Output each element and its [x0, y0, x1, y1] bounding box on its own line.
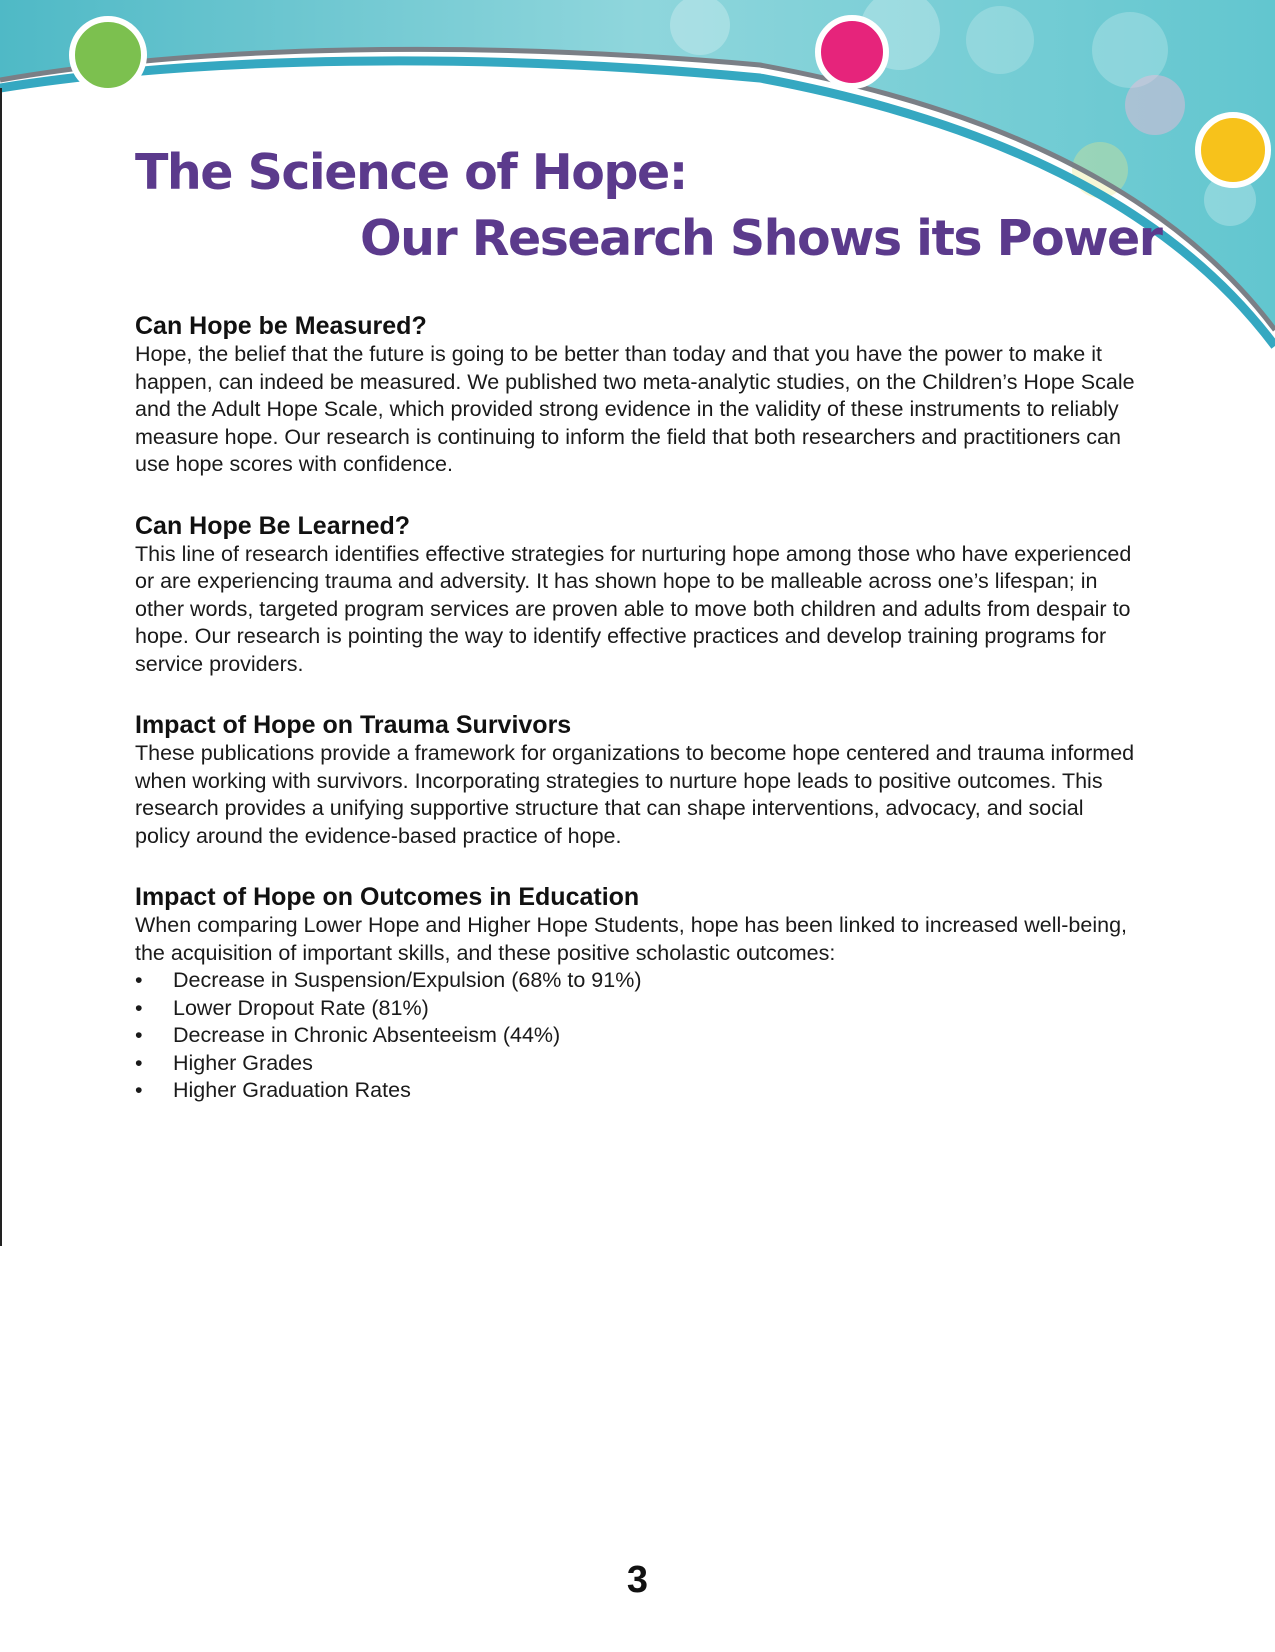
- section-heading: Impact of Hope on Trauma Survivors: [135, 711, 572, 739]
- section-hope-learned: [135, 511, 1135, 679]
- section-body: These publications provide a framework for organizations to become hope centered and trauma informed when working with survivors. Incorporating strategies to nurture hope leads to positive outcomes. This research provides a unifying supportive structure that can shape interventions, advocacy, and social policy around the evidence-based practice of hope.: [135, 741, 1135, 848]
- outcomes-list: [135, 967, 1135, 1105]
- section-body: Hope, the belief that the future is going to be better than today and that you have the power to make it happen, can indeed be measured. We published two meta-analytic studies, on the Children’s Hope Scale and the Adult Hope Scale, which provided strong evidence in the validity of these instruments to reliably measure hope. Our research is continuing to inform the field that both researchers and practitioners can use hope scores with confidence.: [135, 342, 1135, 476]
- bullet-icon: •: [135, 1050, 143, 1075]
- section-trauma-survivors: [135, 710, 1135, 850]
- bullet-icon: •: [135, 995, 143, 1020]
- section-heading: Can Hope be Measured?: [135, 312, 427, 340]
- list-item-text: Decrease in Chronic Absenteeism (44%): [173, 1023, 561, 1047]
- main-content: [135, 311, 1135, 1137]
- list-item-text: Decrease in Suspension/Expulsion (68% to 91%): [173, 968, 642, 992]
- section-education-outcomes: [135, 882, 1135, 1105]
- section-hope-measured: [135, 311, 1135, 479]
- section-body: When comparing Lower Hope and Higher Hope Students, hope has been linked to increased well-being, the acquisition of important skills, and these positive scholastic outcomes:: [135, 913, 1128, 965]
- section-heading: Impact of Hope on Outcomes in Education: [135, 883, 640, 911]
- bullet-icon: •: [135, 1078, 143, 1102]
- bullet-icon: •: [135, 968, 143, 992]
- list-item-text: Higher Graduation Rates: [173, 1078, 411, 1102]
- left-margin-rule: [0, 88, 2, 1246]
- list-item-text: Higher Grades: [173, 1050, 313, 1075]
- page-number: 3: [626, 1559, 649, 1601]
- section-body: This line of research identifies effective strategies for nurturing hope among those who have experienced or are experiencing trauma and adversity. It has shown hope to be malleable across one’s lifespan; in other words, targeted program services are proven able to move both children and adults from despair to hope. Our research is pointing the way to identify effective practices and develop training programs for service providers.: [135, 541, 1132, 676]
- page-title-line-2: Our Research Shows its Power: [360, 210, 1162, 267]
- list-item: [135, 995, 1135, 1023]
- page-title-line-1: The Science of Hope:: [135, 144, 687, 201]
- list-item: [135, 967, 1135, 995]
- list-item: [135, 1050, 1135, 1078]
- section-heading: Can Hope Be Learned?: [135, 511, 411, 540]
- list-item: [135, 1077, 1135, 1105]
- list-item: [135, 1022, 1135, 1050]
- list-item-text: Lower Dropout Rate (81%): [173, 995, 429, 1020]
- bullet-icon: •: [135, 1023, 143, 1047]
